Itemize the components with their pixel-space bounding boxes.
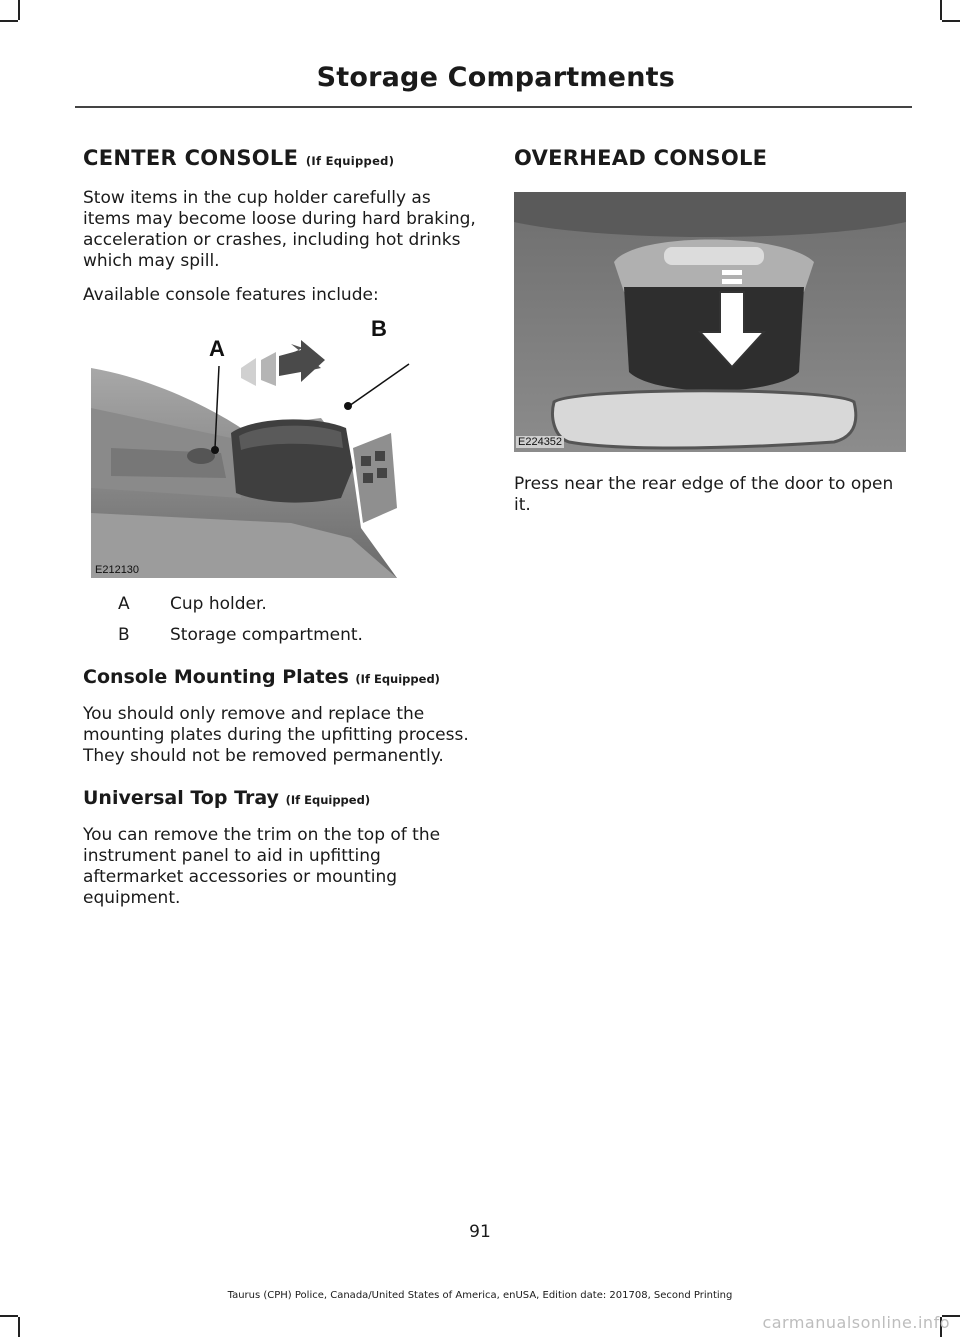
center-console-heading-text: CENTER CONSOLE — [83, 146, 299, 170]
center-console-figure — [91, 316, 397, 578]
center-console-paragraph-2: Available console features include: — [83, 285, 379, 305]
mounting-plates-heading-note: (If Equipped) — [355, 672, 440, 686]
center-console-illustration — [91, 316, 397, 578]
header-divider — [75, 106, 912, 108]
page-number: 91 — [469, 1222, 491, 1242]
overhead-console-illustration — [514, 192, 906, 452]
legend-text: Storage compartment. — [170, 625, 363, 645]
legend-key: B — [118, 625, 130, 645]
figure-code: E224352 — [518, 436, 563, 448]
legend-row — [83, 594, 478, 615]
left-column — [83, 146, 478, 922]
crop-mark — [942, 20, 960, 22]
top-tray-heading-note: (If Equipped) — [285, 793, 371, 807]
legend-text: Cup holder. — [170, 594, 267, 614]
overhead-console-figure — [514, 192, 906, 452]
mounting-plates-paragraph: You should only remove and replace the mounting plates during the upfitting process. They should not be removed permanently. — [83, 704, 469, 766]
figure-label-b: B — [371, 316, 387, 341]
top-tray-heading-text: Universal Top Tray — [83, 787, 279, 809]
page-header-title: Storage Compartments — [316, 62, 675, 93]
right-column — [514, 146, 914, 529]
footer-text: Taurus (CPH) Police, Canada/United States of America, enUSA, Edition date: 201708, Second Printing — [227, 1290, 733, 1301]
top-tray-heading — [83, 787, 478, 809]
crop-mark — [18, 0, 20, 20]
crop-mark — [18, 1317, 20, 1337]
figure-label-a: A — [209, 336, 225, 361]
legend-key: A — [118, 594, 130, 614]
mounting-plates-heading-text: Console Mounting Plates — [83, 666, 349, 688]
center-console-heading-note: (If Equipped) — [305, 154, 395, 168]
crop-mark — [940, 0, 942, 20]
center-console-heading — [83, 146, 478, 170]
center-console-paragraph-1: Stow items in the cup holder carefully as items may become loose during hard braking, acceleration or crashes, including hot drinks which may spill. — [83, 188, 476, 271]
overhead-console-paragraph: Press near the rear edge of the door to open it. — [514, 474, 894, 515]
watermark: carmanualsonline.info — [762, 1313, 950, 1332]
top-tray-paragraph: You can remove the trim on the top of the instrument panel to aid in upfitting aftermarket accessories or mounting equipment. — [83, 825, 441, 908]
figure-code: E212130 — [95, 564, 140, 576]
crop-mark — [0, 1315, 18, 1317]
crop-mark — [0, 20, 18, 22]
figure-legend — [83, 594, 478, 646]
mounting-plates-heading — [83, 666, 478, 688]
legend-row — [83, 625, 478, 646]
overhead-console-heading: OVERHEAD CONSOLE — [514, 146, 768, 170]
